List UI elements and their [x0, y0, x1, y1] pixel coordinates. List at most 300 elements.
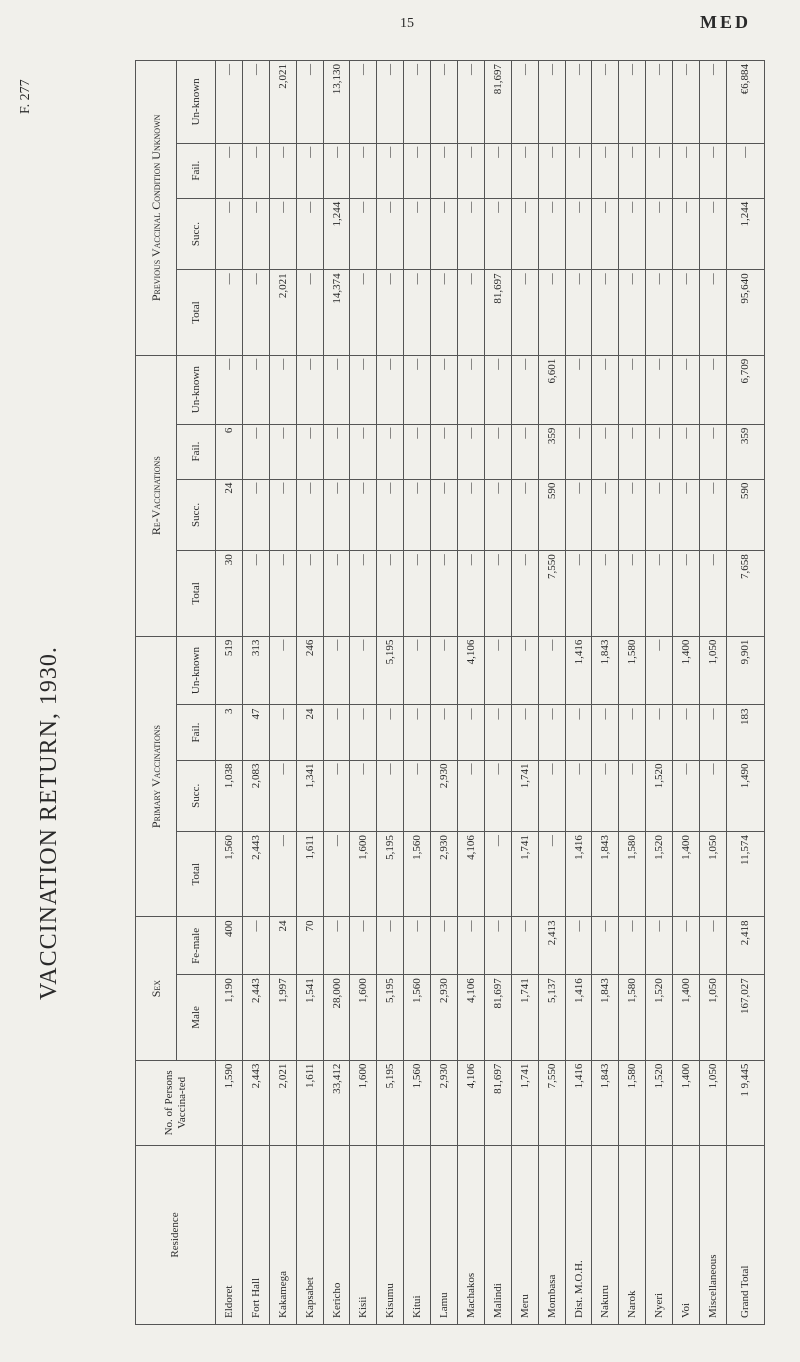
primary-succ-cell: 1,038: [216, 760, 243, 832]
primary-succ-cell: —: [673, 760, 700, 832]
revacc-succ-cell: —: [511, 479, 538, 551]
female-cell: —: [242, 917, 269, 975]
primary-succ-cell: 2,083: [242, 760, 269, 832]
male-cell: 4,106: [458, 975, 485, 1060]
female-cell: —: [592, 917, 619, 975]
revacc-group-header: Re-Vaccinations: [136, 355, 177, 636]
male-cell: 167,027: [726, 975, 764, 1060]
previous-total-cell: —: [350, 270, 377, 355]
persons-cell: 4,106: [458, 1060, 485, 1145]
previous-fail-cell: —: [484, 143, 511, 198]
revacc-fail-cell: —: [565, 424, 592, 479]
primary-fail-cell: —: [619, 705, 646, 760]
residence-cell: Eldoret: [216, 1146, 243, 1325]
primary-unknown-cell: —: [484, 636, 511, 705]
primary-fail-cell: —: [350, 705, 377, 760]
revacc-total-cell: —: [404, 551, 431, 636]
previous-total-cell: —: [538, 270, 565, 355]
male-cell: 1,843: [592, 975, 619, 1060]
table-row: [673, 61, 700, 1325]
male-cell: 1,400: [673, 975, 700, 1060]
page-title: VACCINATION RETURN, 1930.: [36, 646, 62, 1000]
previous-total-cell: —: [458, 270, 485, 355]
revacc-fail-header: Fail.: [177, 424, 216, 479]
previous-fail-cell: —: [404, 143, 431, 198]
revacc-succ-cell: —: [269, 479, 296, 551]
previous-total-cell: —: [377, 270, 404, 355]
previous-fail-cell: —: [431, 143, 458, 198]
revacc-unknown-cell: —: [269, 355, 296, 424]
persons-header: No. of Persons Vaccina-ted: [136, 1060, 216, 1145]
primary-total-cell: 1,741: [511, 832, 538, 917]
revacc-succ-cell: 590: [726, 479, 764, 551]
revacc-succ-cell: 590: [538, 479, 565, 551]
revacc-total-cell: —: [592, 551, 619, 636]
residence-cell: Kapsabet: [296, 1146, 323, 1325]
previous-unknown-cell: —: [377, 61, 404, 144]
previous-total-cell: 14,374: [323, 270, 350, 355]
reference-label: F. 277: [18, 79, 33, 114]
female-cell: —: [565, 917, 592, 975]
persons-cell: 1,600: [350, 1060, 377, 1145]
revacc-succ-cell: —: [350, 479, 377, 551]
previous-total-cell: —: [511, 270, 538, 355]
previous-unknown-cell: —: [592, 61, 619, 144]
table-row: [216, 61, 243, 1325]
male-cell: 1,560: [404, 975, 431, 1060]
previous-succ-cell: —: [431, 198, 458, 270]
previous-succ-cell: 1,244: [726, 198, 764, 270]
revacc-unknown-cell: —: [511, 355, 538, 424]
table-row: [377, 61, 404, 1325]
primary-fail-cell: —: [377, 705, 404, 760]
table-body: [216, 61, 765, 1325]
previous-total-cell: —: [673, 270, 700, 355]
primary-succ-header: Succ.: [177, 760, 216, 832]
previous-fail-cell: —: [511, 143, 538, 198]
previous-group-header: Previous Vaccinal Condition Unknown: [136, 61, 177, 356]
revacc-unknown-cell: 6,709: [726, 355, 764, 424]
persons-cell: 33,412: [323, 1060, 350, 1145]
revacc-unknown-cell: —: [458, 355, 485, 424]
previous-succ-cell: 1,244: [323, 198, 350, 270]
revacc-succ-cell: —: [404, 479, 431, 551]
revacc-succ-cell: —: [296, 479, 323, 551]
primary-unknown-cell: —: [350, 636, 377, 705]
revacc-fail-cell: —: [592, 424, 619, 479]
primary-fail-header: Fail.: [177, 705, 216, 760]
primary-fail-cell: —: [484, 705, 511, 760]
previous-fail-cell: —: [323, 143, 350, 198]
female-cell: —: [458, 917, 485, 975]
revacc-unknown-cell: —: [431, 355, 458, 424]
revacc-unknown-cell: —: [350, 355, 377, 424]
revacc-total-cell: 7,550: [538, 551, 565, 636]
previous-unknown-cell: —: [565, 61, 592, 144]
previous-unknown-cell: —: [431, 61, 458, 144]
residence-cell: Kitui: [404, 1146, 431, 1325]
primary-total-cell: 4,106: [458, 832, 485, 917]
male-cell: 5,137: [538, 975, 565, 1060]
revacc-total-cell: —: [242, 551, 269, 636]
primary-succ-cell: —: [538, 760, 565, 832]
primary-total-cell: 1,611: [296, 832, 323, 917]
previous-unknown-cell: —: [538, 61, 565, 144]
primary-succ-cell: —: [484, 760, 511, 832]
persons-cell: 7,550: [538, 1060, 565, 1145]
previous-fail-cell: —: [269, 143, 296, 198]
revacc-fail-cell: —: [404, 424, 431, 479]
female-cell: 70: [296, 917, 323, 975]
residence-cell: Malindi: [484, 1146, 511, 1325]
previous-unknown-cell: —: [296, 61, 323, 144]
previous-unknown-cell: —: [700, 61, 727, 144]
primary-fail-cell: —: [646, 705, 673, 760]
primary-total-cell: 5,195: [377, 832, 404, 917]
revacc-succ-cell: —: [700, 479, 727, 551]
table-row: [350, 61, 377, 1325]
residence-cell: Kisumu: [377, 1146, 404, 1325]
primary-total-cell: 1,843: [592, 832, 619, 917]
primary-unknown-cell: —: [323, 636, 350, 705]
previous-unknown-cell: —: [619, 61, 646, 144]
revacc-succ-cell: —: [484, 479, 511, 551]
primary-unknown-cell: 519: [216, 636, 243, 705]
primary-total-cell: —: [323, 832, 350, 917]
primary-succ-cell: —: [404, 760, 431, 832]
primary-fail-cell: —: [700, 705, 727, 760]
residence-cell: Mombasa: [538, 1146, 565, 1325]
persons-cell: 1,400: [673, 1060, 700, 1145]
revacc-unknown-cell: —: [323, 355, 350, 424]
revacc-succ-cell: —: [431, 479, 458, 551]
primary-unknown-cell: —: [646, 636, 673, 705]
residence-cell: Grand Total: [726, 1146, 764, 1325]
revacc-total-cell: —: [565, 551, 592, 636]
male-cell: 2,443: [242, 975, 269, 1060]
revacc-unknown-cell: —: [619, 355, 646, 424]
primary-unknown-cell: 246: [296, 636, 323, 705]
revacc-succ-cell: —: [458, 479, 485, 551]
primary-unknown-cell: 9,901: [726, 636, 764, 705]
sex-group-header: Sex: [136, 917, 177, 1060]
persons-cell: 1,520: [646, 1060, 673, 1145]
residence-cell: Voi: [673, 1146, 700, 1325]
primary-unknown-cell: 4,106: [458, 636, 485, 705]
previous-fail-cell: —: [700, 143, 727, 198]
primary-total-cell: 11,574: [726, 832, 764, 917]
revacc-total-cell: 7,658: [726, 551, 764, 636]
primary-fail-cell: —: [592, 705, 619, 760]
previous-unknown-cell: —: [216, 61, 243, 144]
previous-succ-cell: —: [350, 198, 377, 270]
primary-unknown-cell: 1,400: [673, 636, 700, 705]
male-cell: 1,541: [296, 975, 323, 1060]
table-row: [431, 61, 458, 1325]
primary-fail-cell: —: [404, 705, 431, 760]
table-row: [700, 61, 727, 1325]
primary-total-header: Total: [177, 832, 216, 917]
revacc-fail-cell: —: [511, 424, 538, 479]
revacc-unknown-cell: —: [646, 355, 673, 424]
revacc-total-cell: —: [619, 551, 646, 636]
previous-unknown-cell: €6,884: [726, 61, 764, 144]
previous-succ-cell: —: [511, 198, 538, 270]
persons-cell: 5,195: [377, 1060, 404, 1145]
table-row: [296, 61, 323, 1325]
previous-unknown-cell: —: [646, 61, 673, 144]
revacc-unknown-cell: —: [377, 355, 404, 424]
primary-total-cell: 1,580: [619, 832, 646, 917]
residence-cell: Fort Hall: [242, 1146, 269, 1325]
previous-unknown-cell: —: [673, 61, 700, 144]
previous-succ-cell: —: [592, 198, 619, 270]
previous-total-cell: —: [431, 270, 458, 355]
primary-total-cell: 1,560: [216, 832, 243, 917]
previous-fail-cell: —: [565, 143, 592, 198]
primary-succ-cell: —: [565, 760, 592, 832]
previous-succ-cell: —: [458, 198, 485, 270]
revacc-total-cell: —: [673, 551, 700, 636]
primary-succ-cell: —: [619, 760, 646, 832]
revacc-unknown-cell: —: [404, 355, 431, 424]
table-row: [565, 61, 592, 1325]
revacc-unknown-cell: —: [565, 355, 592, 424]
primary-total-cell: 1,050: [700, 832, 727, 917]
revacc-succ-cell: 24: [216, 479, 243, 551]
residence-cell: Machakos: [458, 1146, 485, 1325]
previous-total-cell: 2,021: [269, 270, 296, 355]
primary-unknown-cell: —: [431, 636, 458, 705]
primary-unknown-cell: 1,580: [619, 636, 646, 705]
primary-total-cell: 1,400: [673, 832, 700, 917]
primary-total-cell: 1,600: [350, 832, 377, 917]
male-cell: 28,000: [323, 975, 350, 1060]
persons-cell: 1,416: [565, 1060, 592, 1145]
residence-header: Residence: [136, 1146, 216, 1325]
persons-cell: 1,580: [619, 1060, 646, 1145]
previous-total-header: Total: [177, 270, 216, 355]
primary-succ-cell: 1,520: [646, 760, 673, 832]
table-row: [484, 61, 511, 1325]
primary-fail-cell: 24: [296, 705, 323, 760]
revacc-total-cell: —: [511, 551, 538, 636]
previous-unknown-cell: —: [404, 61, 431, 144]
table-row: [404, 61, 431, 1325]
primary-unknown-cell: —: [404, 636, 431, 705]
residence-cell: Lamu: [431, 1146, 458, 1325]
primary-succ-cell: 2,930: [431, 760, 458, 832]
revacc-succ-cell: —: [242, 479, 269, 551]
page-number: 15: [400, 16, 414, 31]
female-cell: —: [673, 917, 700, 975]
table-row: [592, 61, 619, 1325]
previous-total-cell: —: [565, 270, 592, 355]
primary-succ-cell: —: [458, 760, 485, 832]
previous-succ-cell: —: [565, 198, 592, 270]
previous-unknown-cell: 81,697: [484, 61, 511, 144]
previous-fail-cell: —: [242, 143, 269, 198]
female-cell: —: [700, 917, 727, 975]
male-cell: 1,580: [619, 975, 646, 1060]
primary-succ-cell: —: [592, 760, 619, 832]
previous-succ-cell: —: [700, 198, 727, 270]
previous-succ-cell: —: [619, 198, 646, 270]
revacc-fail-cell: 359: [726, 424, 764, 479]
primary-unknown-cell: 1,416: [565, 636, 592, 705]
previous-fail-cell: —: [538, 143, 565, 198]
female-cell: 400: [216, 917, 243, 975]
revacc-fail-cell: —: [673, 424, 700, 479]
primary-succ-cell: —: [269, 760, 296, 832]
primary-unknown-cell: —: [538, 636, 565, 705]
revacc-succ-header: Succ.: [177, 479, 216, 551]
male-cell: 1,741: [511, 975, 538, 1060]
male-cell: 1,416: [565, 975, 592, 1060]
male-cell: 1,600: [350, 975, 377, 1060]
residence-cell: Kakamega: [269, 1146, 296, 1325]
previous-unknown-cell: —: [511, 61, 538, 144]
previous-fail-cell: —: [216, 143, 243, 198]
residence-cell: Meru: [511, 1146, 538, 1325]
previous-fail-cell: —: [619, 143, 646, 198]
previous-fail-cell: —: [726, 143, 764, 198]
previous-total-cell: —: [296, 270, 323, 355]
residence-cell: Kericho: [323, 1146, 350, 1325]
revacc-fail-cell: —: [646, 424, 673, 479]
primary-unknown-cell: 1,843: [592, 636, 619, 705]
residence-cell: Narok: [619, 1146, 646, 1325]
primary-unknown-cell: —: [511, 636, 538, 705]
revacc-succ-cell: —: [646, 479, 673, 551]
primary-total-cell: 2,443: [242, 832, 269, 917]
female-cell: —: [484, 917, 511, 975]
previous-unknown-cell: 2,021: [269, 61, 296, 144]
female-cell: 2,413: [538, 917, 565, 975]
table-row: [646, 61, 673, 1325]
revacc-total-cell: —: [646, 551, 673, 636]
previous-succ-cell: —: [269, 198, 296, 270]
primary-succ-cell: —: [377, 760, 404, 832]
revacc-fail-cell: —: [431, 424, 458, 479]
revacc-total-cell: —: [700, 551, 727, 636]
table-row: [619, 61, 646, 1325]
male-cell: 1,190: [216, 975, 243, 1060]
primary-fail-cell: —: [538, 705, 565, 760]
previous-fail-cell: —: [296, 143, 323, 198]
male-cell: 81,697: [484, 975, 511, 1060]
female-cell: —: [511, 917, 538, 975]
table-row: [538, 61, 565, 1325]
revacc-succ-cell: —: [673, 479, 700, 551]
revacc-fail-cell: —: [700, 424, 727, 479]
revacc-unknown-cell: 6,601: [538, 355, 565, 424]
revacc-total-cell: —: [377, 551, 404, 636]
previous-total-cell: —: [700, 270, 727, 355]
revacc-fail-cell: —: [484, 424, 511, 479]
primary-fail-cell: —: [565, 705, 592, 760]
revacc-total-cell: 30: [216, 551, 243, 636]
primary-unknown-header: Un-known: [177, 636, 216, 705]
revacc-total-cell: —: [323, 551, 350, 636]
previous-succ-cell: —: [646, 198, 673, 270]
revacc-total-cell: —: [431, 551, 458, 636]
female-cell: —: [350, 917, 377, 975]
previous-total-cell: 95,640: [726, 270, 764, 355]
primary-group-header: Primary Vaccinations: [136, 636, 177, 917]
previous-succ-cell: —: [216, 198, 243, 270]
revacc-unknown-cell: —: [216, 355, 243, 424]
previous-unknown-cell: —: [350, 61, 377, 144]
revacc-fail-cell: 359: [538, 424, 565, 479]
previous-fail-header: Fail.: [177, 143, 216, 198]
previous-fail-cell: —: [592, 143, 619, 198]
revacc-total-cell: —: [269, 551, 296, 636]
primary-fail-cell: 47: [242, 705, 269, 760]
primary-total-cell: 2,930: [431, 832, 458, 917]
primary-total-cell: —: [269, 832, 296, 917]
previous-total-cell: 81,697: [484, 270, 511, 355]
previous-fail-cell: —: [350, 143, 377, 198]
revacc-unknown-header: Un-known: [177, 355, 216, 424]
previous-total-cell: —: [646, 270, 673, 355]
residence-cell: Nakuru: [592, 1146, 619, 1325]
primary-total-cell: 1,520: [646, 832, 673, 917]
revacc-unknown-cell: —: [242, 355, 269, 424]
primary-succ-cell: —: [323, 760, 350, 832]
previous-succ-cell: —: [296, 198, 323, 270]
revacc-total-header: Total: [177, 551, 216, 636]
grand-total-row: [726, 61, 764, 1325]
primary-unknown-cell: —: [269, 636, 296, 705]
primary-succ-cell: 1,341: [296, 760, 323, 832]
table-row: [242, 61, 269, 1325]
previous-succ-cell: —: [484, 198, 511, 270]
male-cell: 1,997: [269, 975, 296, 1060]
previous-unknown-cell: —: [458, 61, 485, 144]
persons-cell: 1,050: [700, 1060, 727, 1145]
revacc-total-cell: —: [296, 551, 323, 636]
page-code: MED: [700, 12, 751, 32]
table-row: [458, 61, 485, 1325]
revacc-unknown-cell: —: [592, 355, 619, 424]
primary-fail-cell: 183: [726, 705, 764, 760]
female-cell: 2,418: [726, 917, 764, 975]
primary-total-cell: 1,416: [565, 832, 592, 917]
primary-succ-cell: —: [350, 760, 377, 832]
previous-fail-cell: —: [377, 143, 404, 198]
revacc-succ-cell: —: [592, 479, 619, 551]
female-cell: 24: [269, 917, 296, 975]
previous-total-cell: —: [216, 270, 243, 355]
female-cell: —: [404, 917, 431, 975]
revacc-fail-cell: —: [350, 424, 377, 479]
primary-total-cell: —: [484, 832, 511, 917]
previous-succ-cell: —: [538, 198, 565, 270]
primary-fail-cell: —: [458, 705, 485, 760]
residence-cell: Kisii: [350, 1146, 377, 1325]
revacc-unknown-cell: —: [484, 355, 511, 424]
revacc-total-cell: —: [350, 551, 377, 636]
primary-unknown-cell: 1,050: [700, 636, 727, 705]
female-cell: —: [619, 917, 646, 975]
persons-cell: 1,843: [592, 1060, 619, 1145]
primary-fail-cell: —: [673, 705, 700, 760]
revacc-fail-cell: —: [458, 424, 485, 479]
revacc-fail-cell: 6: [216, 424, 243, 479]
previous-succ-header: Succ.: [177, 198, 216, 270]
revacc-succ-cell: —: [377, 479, 404, 551]
